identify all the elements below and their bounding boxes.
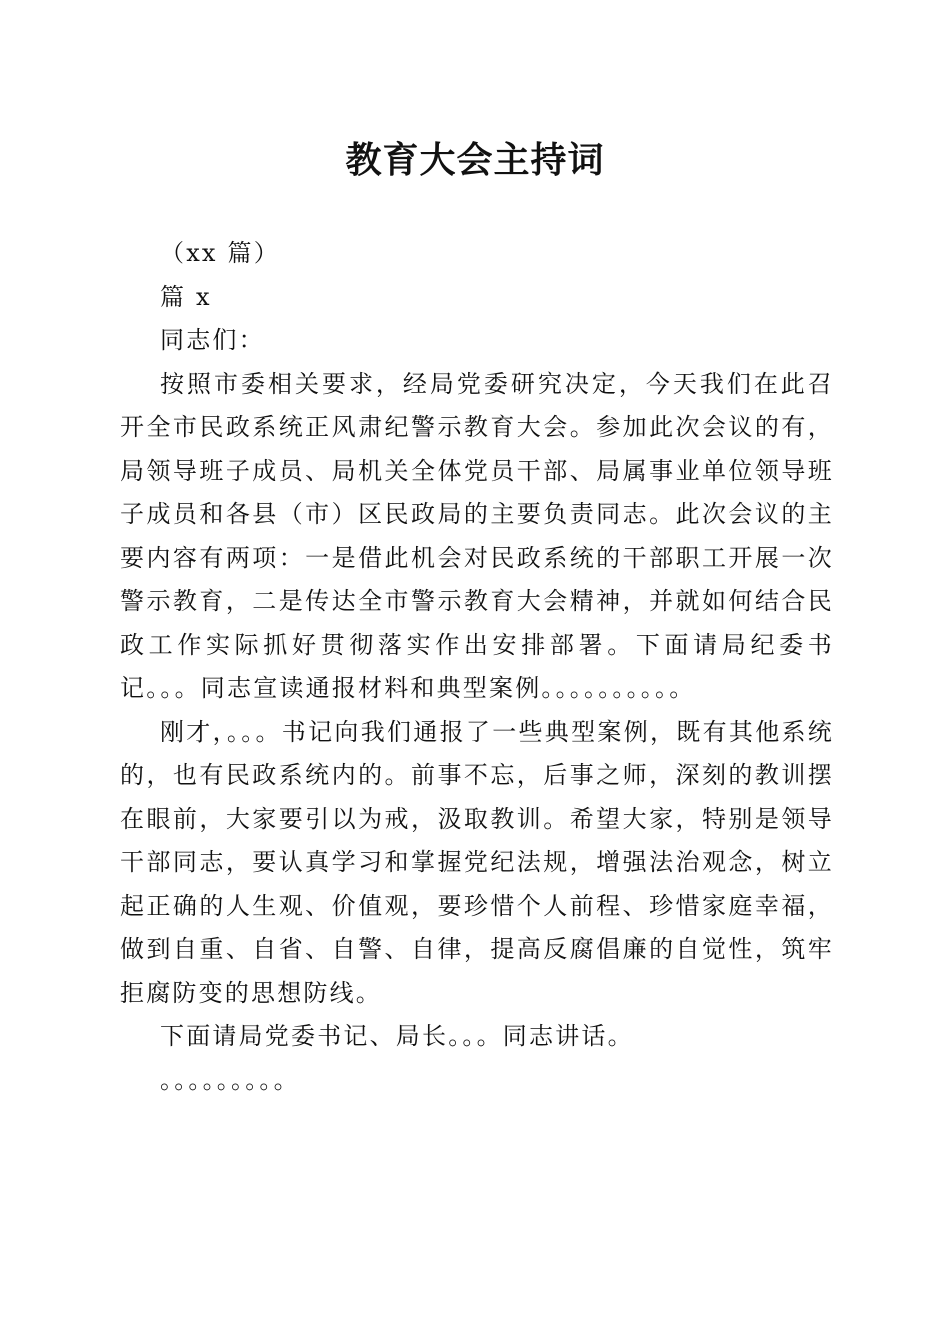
paragraph-salutation: 同志们： — [160, 326, 265, 354]
paragraph-remarks: 刚才，。。。书记向我们通报了一些典型案例，既有其他系统的，也有民政系统内的。前事不忘，后事之师，深刻的教训摆在眼前，大家要引以为戒，汲取教训。希望大家，特别是领导干部同志，要认真学习和掌握党纪法规，增强法治观念，树立起正确的人生观、价值观，要珍惜个人前程、珍惜家庭幸福，做到自重、自省、自警、自律，提高反腐倡廉的自觉性，筑牢拒腐防变的思想防线。 — [120, 717, 834, 1007]
paragraph-section-label: 篇 x — [160, 282, 212, 311]
document-body — [120, 232, 834, 1102]
paragraph-opening: 按照市委相关要求，经局党委研究决定，今天我们在此召开全市民政系统正风肃纪警示教育大会。参加此次会议的有，局领导班子成员、局机关全体党员干部、局属事业单位领导班子成员和各县（市）区民政局的主要负责同志。此次会议的主要内容有两项：一是借此机会对民政系统的干部职工开展一次警示教育，二是传达全市警示教育大会精神，并就如何结合民政工作实际抓好贯彻落实作出安排部署。下面请局纪委书记。。。同志宣读通报材料和典型案例。。。。。。。。。。 — [120, 369, 834, 702]
paragraph-next-speaker: 下面请局党委书记、局长。。。同志讲话。 — [160, 1022, 634, 1050]
paragraph-ellipsis: 。。。。。。。。。 — [160, 1065, 300, 1094]
paragraph-edition-note: （xx 篇） — [160, 239, 280, 267]
document-title: 教育大会主持词 — [345, 139, 605, 181]
